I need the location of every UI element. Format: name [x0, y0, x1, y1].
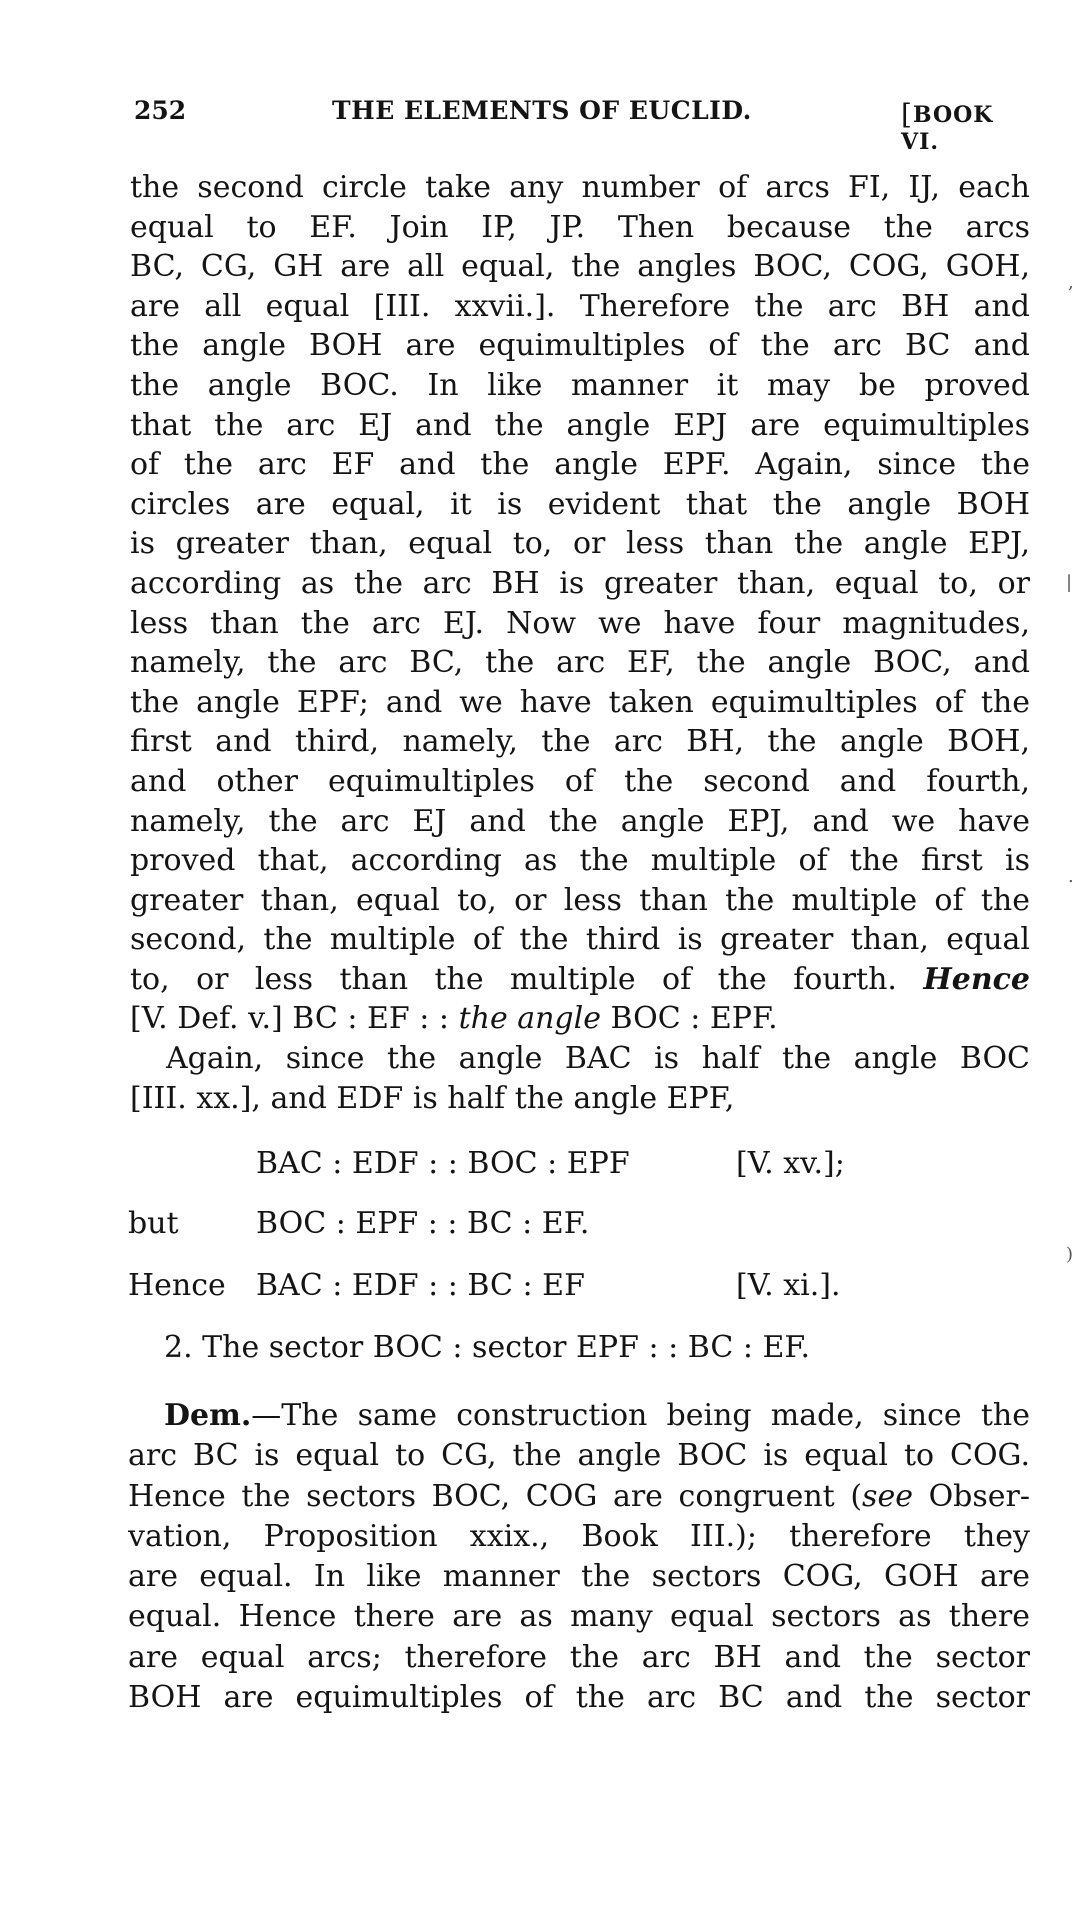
- text-line: the angle BOC. In like manner it may be proved: [130, 367, 1030, 403]
- text-line: the second circle take any number of arcs FI, IJ, each: [130, 170, 1030, 205]
- text-line: are all equal [III. xxvii.]. Therefore the arc BH and: [130, 288, 1030, 324]
- equation-prefix: but: [128, 1206, 179, 1241]
- text-line: arc BC is equal to CG, the angle BOC is equal to COG.: [128, 1438, 1030, 1474]
- equation-reference: [V. xv.];: [736, 1146, 845, 1181]
- text-line: BOH are equimultiples of the arc BC and the sector: [128, 1680, 1030, 1716]
- text-line: that the arc EJ and the angle EPJ are equimultiples: [130, 407, 1030, 443]
- text-line: of the arc EF and the angle EPF. Again, since the: [130, 447, 1030, 483]
- dem-label: Dem.: [164, 1398, 252, 1433]
- text-segment: BOC : EPF.: [610, 1001, 778, 1037]
- equation-line: [128, 1264, 1028, 1308]
- main-paragraph: [130, 168, 1030, 1118]
- book-label: [901, 96, 1034, 155]
- text-line: BC, CG, GH are all equal, the angles BOC, COG, GOH,: [130, 249, 1030, 285]
- running-title: THE ELEMENTS OF EUCLID.: [332, 96, 752, 125]
- book-bracket: [: [901, 98, 913, 131]
- text-segment: to, or less than the multiple of the fourth.: [130, 961, 897, 997]
- scan-mark: ): [1066, 1244, 1074, 1265]
- text-line: [130, 999, 1030, 1039]
- scan-mark: .: [1068, 866, 1074, 887]
- text-line: [128, 1396, 1030, 1436]
- equation-expression: BOC : EPF : : BC : EF.: [256, 1206, 590, 1241]
- text-line: equal. Hence there are as many equal sectors as there: [128, 1599, 1030, 1635]
- text-line: vation, Proposition xxix., Book III.); therefore they: [128, 1518, 1030, 1554]
- text-line: according as the arc BH is greater than, equal to, or: [130, 565, 1030, 601]
- text-line: Again, since the angle BAC is half the angle BOC: [166, 1041, 1030, 1077]
- equation-line: [128, 1202, 1028, 1246]
- text-line: are equal. In like manner the sectors COG, GOH are: [128, 1559, 1030, 1595]
- text-line: first and third, namely, the arc BH, the angle BOH,: [130, 724, 1030, 760]
- demonstration-paragraph: [128, 1396, 1030, 1718]
- text-segment: Obser-: [912, 1478, 1030, 1514]
- equation-line: [128, 1142, 1028, 1186]
- italic-word: see: [862, 1478, 913, 1514]
- text-line: namely, the arc BC, the arc EF, the angle BOC, and: [130, 645, 1030, 681]
- proposition-statement: [128, 1326, 1028, 1370]
- text-line: [III. xx.], and EDF is half the angle EPF,: [130, 1080, 735, 1116]
- text-segment: —The same construction being made, since the: [251, 1398, 1030, 1433]
- equation-prefix: Hence: [128, 1268, 226, 1303]
- text-line: circles are equal, it is evident that the angle BOH: [130, 486, 1030, 522]
- text-line: greater than, equal to, or less than the multiple of the: [130, 882, 1030, 918]
- text-line: [130, 960, 1030, 1000]
- equation-expression: BAC : EDF : : BOC : EPF: [256, 1146, 630, 1181]
- text-segment: [V. Def. v.] BC : EF : :: [130, 1001, 450, 1037]
- text-line: equal to EF. Join IP, JP. Then because the arcs: [130, 209, 1030, 245]
- scan-mark: |: [1066, 572, 1073, 593]
- text-line: namely, the arc EJ and the angle EPJ, and we have: [130, 803, 1030, 839]
- italic-word: the angle: [458, 1001, 601, 1037]
- text-line: [128, 1477, 1030, 1517]
- text-line: the angle EPF; and we have taken equimultiples of the: [130, 684, 1030, 720]
- text-line: are equal arcs; therefore the arc BH and the sector: [128, 1639, 1030, 1675]
- text-line: second, the multiple of the third is greater than, equal: [130, 922, 1030, 958]
- text-line: proved that, according as the multiple of the first is: [130, 843, 1030, 879]
- statement-text: 2. The sector BOC : sector EPF : : BC : EF.: [164, 1330, 811, 1365]
- text-line: less than the arc EJ. Now we have four magnitudes,: [130, 605, 1030, 641]
- italic-word: Hence: [923, 961, 1030, 997]
- text-segment: Hence the sectors BOC, COG are congruent (: [128, 1478, 863, 1514]
- running-header: [134, 96, 1034, 155]
- equation-expression: BAC : EDF : : BC : EF: [256, 1268, 585, 1303]
- scan-mark: ,: [1068, 272, 1074, 293]
- equation-reference: [V. xi.].: [736, 1268, 841, 1303]
- text-line: is greater than, equal to, or less than the angle EPJ,: [130, 526, 1030, 562]
- text-line: the angle BOH are equimultiples of the arc BC and: [130, 328, 1030, 364]
- text-line: and other equimultiples of the second and fourth,: [130, 763, 1030, 799]
- book-label-text: BOOK VI.: [901, 102, 994, 155]
- page-number: 252: [134, 96, 187, 125]
